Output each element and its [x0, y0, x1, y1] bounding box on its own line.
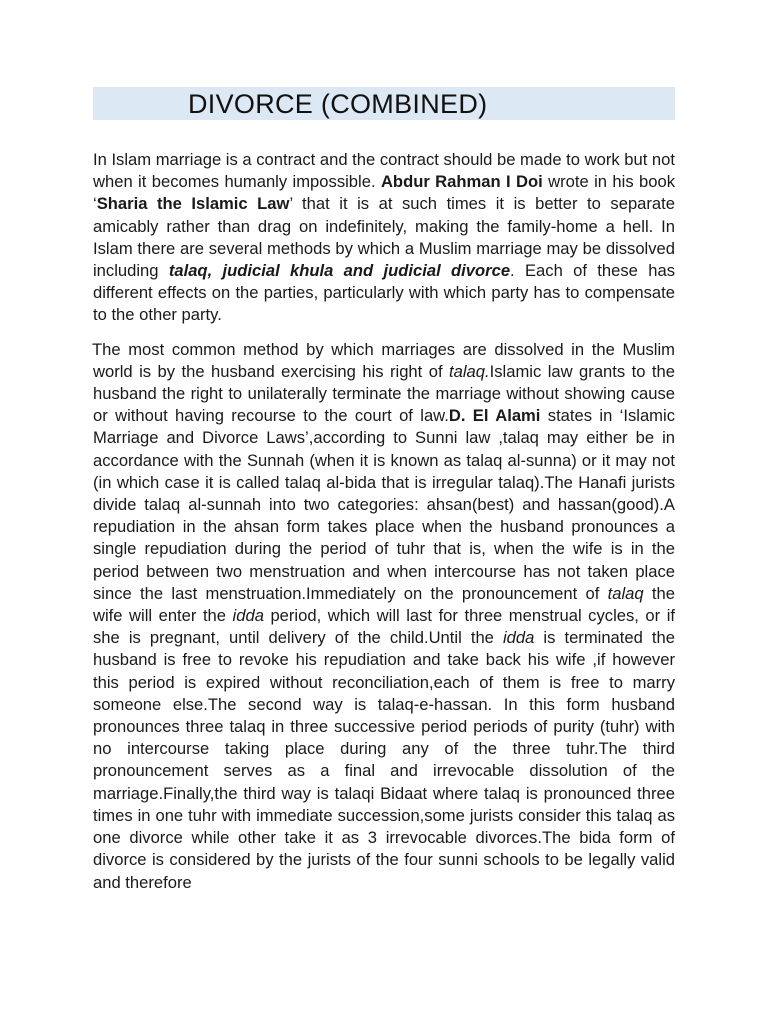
- book-title: Sharia the Islamic Law: [96, 194, 290, 214]
- text-run: Islamic law grants to the husband the right to unilaterally terminate the marriage without showing cause or without having recourse to the court of law.: [93, 361, 675, 426]
- paragraph-talaq: [93, 339, 675, 894]
- text-run: ’ that it is at such times it is better to separate amicably rather than drag on indefinitely, making the family-home a hell. In Islam there are several methods by which a Muslim marriage may be dissolved including: [93, 194, 675, 281]
- text-run: period, which will last for three menstrual cycles, or if she is pregnant, until delivery of the child.Until the: [93, 606, 675, 648]
- term-idda: idda: [502, 628, 535, 648]
- term-idda: idda: [232, 606, 264, 626]
- text-run: the wife will enter the: [93, 583, 675, 626]
- title-banner: [93, 87, 675, 120]
- text-run: wrote in his book ‘: [93, 172, 675, 214]
- paragraph-intro: [93, 149, 675, 327]
- divorce-methods-emphasis: talaq, judicial khula and judicial divorce: [168, 261, 511, 281]
- text-run: states in ‘Islamic Marriage and Divorce Laws’,according to Sunni law ,talaq may either be in accordance with the Sunnah (when it is known as talaq al-sunna) or it may not (in which case it is called talaq al-bida that is irregular talaq).The Hanafi jurists divide talaq al-sunnah into two categories: ahsan(best) and hassan(good).A repudiation in the ahsan form takes place when the husband pronounces a single repudiation during the period of tuhr that is, when the wife is in the period between two menstruation and when intercourse has not taken place since the last menstruation.Immediately on the pronouncement of: [93, 406, 675, 603]
- document-title: DIVORCE (COMBINED): [188, 89, 488, 119]
- author-name-doi: Abdur Rahman I Doi: [380, 172, 543, 192]
- text-run: The most common method by which marriages are dissolved in the Muslim world is by the husband exercising his right of: [92, 339, 675, 381]
- text-run: In Islam marriage is a contract and the contract should be made to work but not when it becomes humanly impossible.: [93, 150, 676, 192]
- text-run: is terminated the husband is free to revoke his repudiation and take back his wife ,if however this period is expired without reconciliation,each of them is free to marry someone else.The second way is talaq-e-hassan. In this form husband pronounces three talaq in three successive period periods of purity (tuhr) with no intercourse taking place during any of the three tuhr.The third pronouncement serves as a final and irrevocable dissolution of the marriage.Finally,the third way is talaqi Bidaat where talaq is pronounced three times in one tuhr with immediate succession,some jurists consider this talaq as one divorce while other take it as 3 irrevocable divorces.The bida form of divorce is considered by the jurists of the four sunni schools to be legally valid and therefore: [93, 628, 675, 892]
- author-name-alami: D. El Alami: [448, 406, 541, 426]
- text-run: . Each of these has different effects on the parties, particularly with which party has to compensate to the other party.: [93, 261, 675, 325]
- term-talaq: talaq: [607, 583, 644, 603]
- document-body: [93, 149, 675, 894]
- term-talaq: talaq.: [449, 361, 490, 381]
